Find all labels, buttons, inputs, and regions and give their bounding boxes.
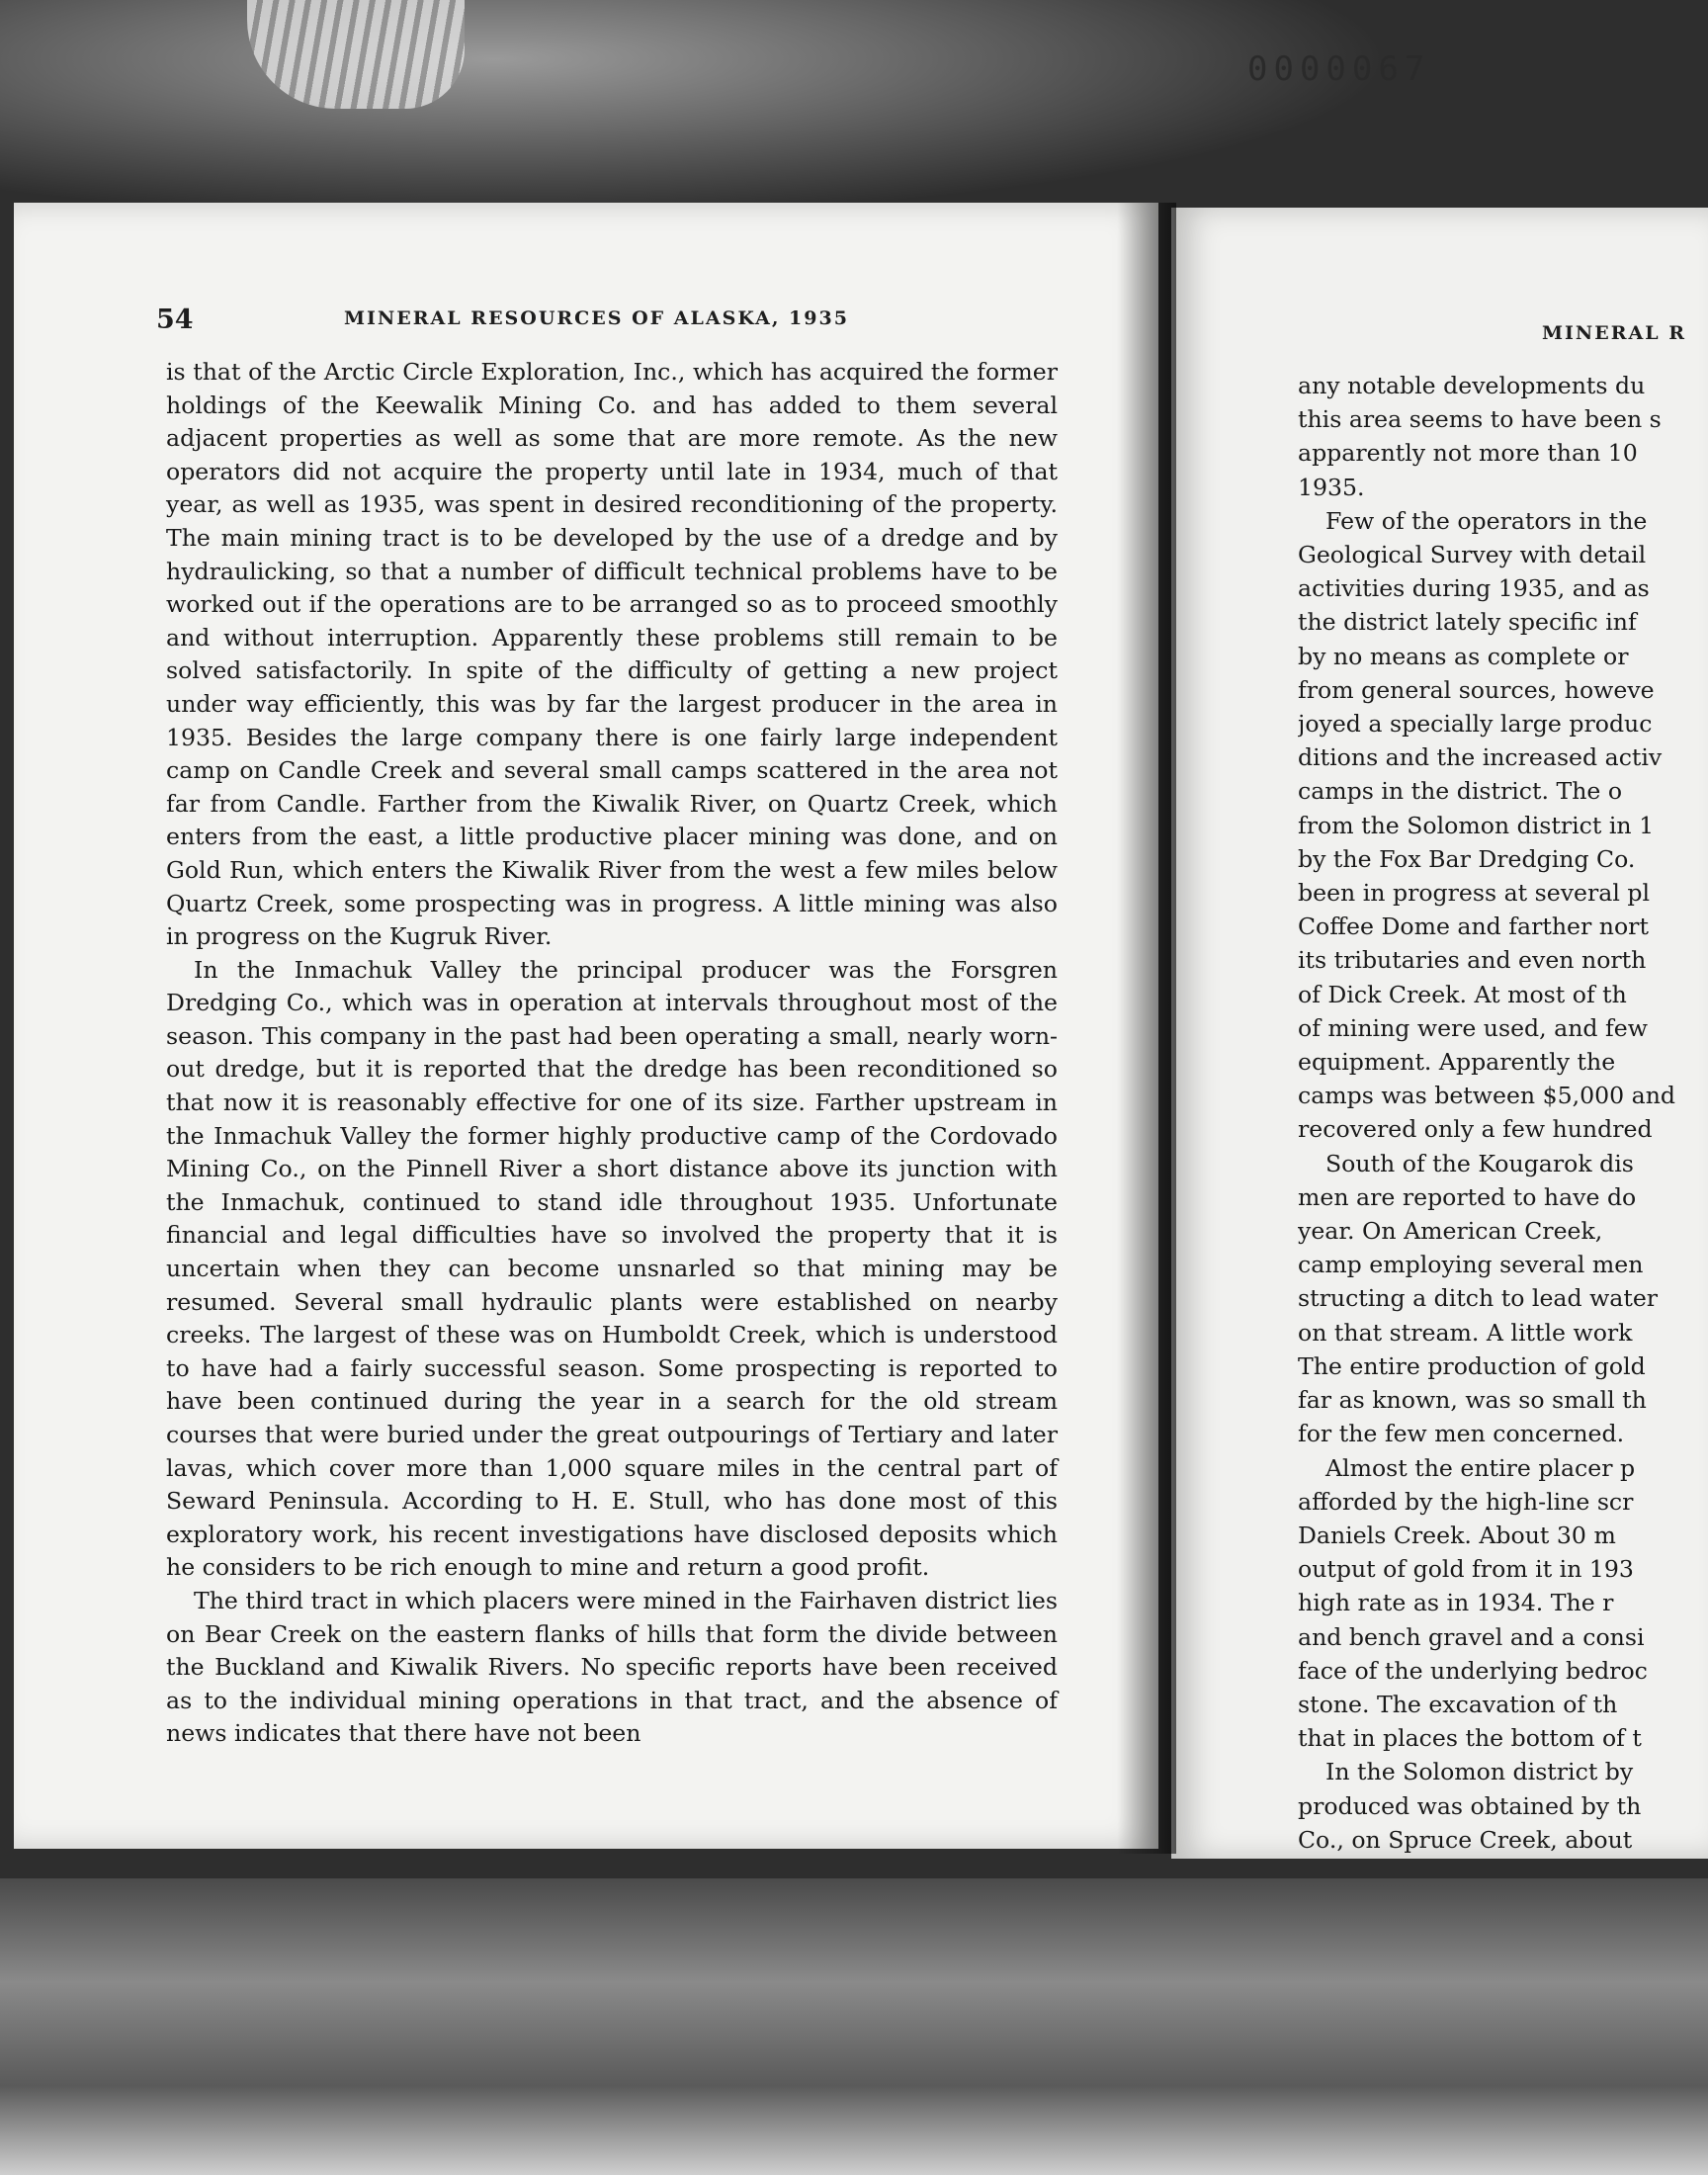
right-text-line: on that stream. A little work [1298,1318,1633,1347]
right-text-line: from general sources, howeve [1298,675,1655,704]
right-text-line: of mining were used, and few [1298,1013,1648,1042]
right-text-line: year. On American Creek, [1298,1217,1603,1246]
left-page-text [166,356,1058,1751]
document-stamp-number: 0000067 [1247,49,1431,89]
right-text-line: men are reported to have do [1298,1182,1637,1211]
right-text-line: high rate as in 1934. The r [1298,1589,1614,1617]
right-running-head: MINERAL R [1542,322,1687,344]
right-text-line: face of the underlying bedroc [1298,1656,1648,1685]
running-head: MINERAL RESOURCES OF ALASKA, 1935 [344,307,849,329]
bottom-shadow [0,1878,1708,2175]
right-text-line: camp employing several men [1298,1251,1644,1279]
right-text-line: activities during 1935, and as [1298,574,1650,603]
right-text-line: been in progress at several pl [1298,879,1651,908]
right-text-line: The entire production of gold [1298,1351,1646,1380]
right-text-line: output of gold from it in 193 [1298,1555,1634,1584]
right-text-line: afforded by the high-line scr [1298,1487,1634,1516]
page-number: 54 [156,304,194,335]
right-text-line: Few of the operators in the [1325,506,1648,535]
right-text-line: 1935. [1298,473,1365,501]
right-text-line: In the Solomon district by [1325,1758,1634,1786]
right-text-line: joyed a specially large produc [1298,710,1653,739]
right-text-line: from the Solomon district in 1 [1298,811,1655,839]
right-text-line: Geological Survey with detail [1298,541,1647,569]
right-text-line: of Dick Creek. At most of th [1298,980,1627,1008]
right-text-line: camps in the district. The o [1298,777,1623,806]
right-text-line: ditions and the increased activ [1298,743,1663,772]
paragraph-2: In the Inmachuk Valley the principal producer was the Forsgren Dredging Co., which was in operation at intervals throughout most of the season. This company in the past had been operating a small, nearly worn-out dredge, but it is reported that the dredge has been reconditioned so that now it is reasonably effective for one of its size. Farther upstream in the Inmachuk Valley the former highly productive camp of the Cordovado Mining Co., on the Pinnell River a short distance above its junction with the Inmachuk, continued to stand idle throughout 1935. Unfortunate financial and legal difficulties have so involved the property that it is uncertain when they can become unsnarled so that mining may be resumed. Several small hydraulic plants were established on nearby creeks. The largest of these was on Humboldt Creek, which is understood to have had a fairly successful season. Some prospecting is reported to have been continued during the year in a search for the old stream courses that were buried under the great outpourings of Tertiary and later lavas, which cover more than 1,000 square miles in the central part of Seward Peninsula. According to H. E. Stull, who has done most of this exploratory work, his recent investigations have disclosed deposits which he considers to be rich enough to mine and return a good profit. [166,955,1058,1582]
right-page-text [1298,369,1708,1857]
right-text-line: stone. The excavation of th [1298,1690,1618,1718]
right-text-line: this area seems to have been s [1298,405,1662,434]
right-text-line: its tributaries and even north [1298,946,1647,975]
right-text-line: recovered only a few hundred [1298,1115,1653,1144]
right-text-line: Almost the entire placer p [1325,1453,1636,1482]
right-text-line: for the few men concerned. [1298,1420,1625,1448]
right-text-line: far as known, was so small th [1298,1386,1647,1415]
right-text-line: the district lately specific inf [1298,608,1637,637]
right-text-line: by the Fox Bar Dredging Co. [1298,844,1636,873]
right-text-line: structing a ditch to lead water [1298,1284,1659,1313]
right-text-line: Daniels Creek. About 30 m [1298,1521,1616,1549]
right-text-line: Co., on Spruce Creek, about [1298,1825,1633,1854]
right-text-line: produced was obtained by th [1298,1791,1642,1820]
right-text-line: any notable developments du [1298,372,1646,399]
right-text-line: camps was between $5,000 and [1298,1082,1676,1110]
book-gutter [1117,203,1176,1854]
right-text-line: South of the Kougarok dis [1325,1149,1634,1177]
right-text-line: equipment. Apparently the [1298,1048,1616,1077]
paragraph-1: is that of the Arctic Circle Exploration, Inc., which has acquired the former holdings of the Keewalik Mining Co. and has added to them several adjacent properties as well as some that are more remote. As the new operators did not acquire the property until late in 1934, much of that year, as well as 1935, was spent in desired reconditioning of the property. The main mining tract is to be developed by the use of a dredge and by hydraulicking, so that a number of difficult technical problems have to be worked out if the operations are to be arranged so as to proceed smoothly and without interruption. Apparently these problems still remain to be solved satisfactorily. In spite of the difficulty of getting a new project under way efficiently, this was by far the largest producer in the area in 1935. Besides the large company there is one fairly large independent camp on Candle Creek and several small camps scattered in the area not far from Candle. Farther from the Kiwalik River, on Quartz Creek, which enters from the east, a little productive placer mining was done, and on Gold Run, which enters the Kiwalik River from the west a few miles below Quartz Creek, some prospecting was in progress. A little mining was also in progress on the Kugruk River. [166,358,1058,951]
right-text-line: that in places the bottom of t [1298,1724,1642,1753]
right-text-line: apparently not more than 10 [1298,439,1638,468]
right-text-line: by no means as complete or [1298,642,1629,670]
paragraph-3: The third tract in which placers were mined in the Fairhaven district lies on Bear Creek on the eastern flanks of hills that form the divide between the Buckland and Kiwalik Rivers. No specific reports have been received as to the individual mining operations in that tract, and the absence of news indicates that there have not been [166,1586,1058,1748]
right-text-line: Coffee Dome and farther nort [1298,913,1649,941]
right-text-line: and bench gravel and a consi [1298,1622,1645,1651]
